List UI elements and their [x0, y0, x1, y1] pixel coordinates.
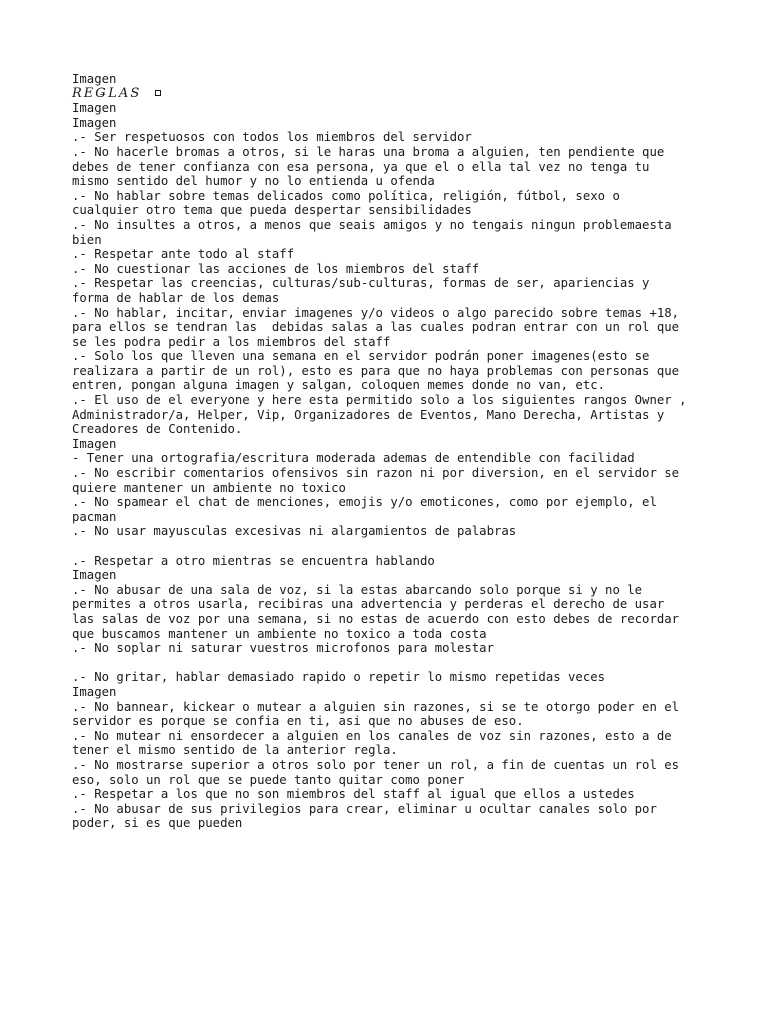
rule-text-line: realizara a partir de un rol), esto es para que no haya problemas con personas que: [72, 363, 680, 378]
image-placeholder-label: Imagen: [72, 436, 117, 451]
document-page: [72, 72, 698, 831]
rule-text-line: pacman: [72, 509, 117, 524]
rules-body: [72, 130, 698, 831]
rule-text-line: bien: [72, 232, 102, 247]
rule-text-line: mismo sentido del humor y no lo entienda u ofenda: [72, 174, 435, 189]
document-title-line: [72, 87, 698, 102]
rule-text-line: .- No gritar, hablar demasiado rapido o repetir lo mismo repetidas veces: [72, 670, 606, 685]
rule-text-line: .- No escribir comentarios ofensivos sin razon ni por diversion, en el servidor se: [72, 466, 680, 481]
rule-text-line: .- No abusar de una sala de voz, si la estas abarcando solo porque si y no le: [72, 582, 643, 597]
blank-line: [72, 539, 698, 554]
rule-text-line: .- No soplar ni saturar vuestros microfonos para molestar: [72, 641, 494, 656]
rule-text-line: tener el mismo sentido de la anterior regla.: [72, 743, 398, 758]
rule-text-line: .- No insultes a otros, a menos que seais amigos y no tengais ningun problemaesta: [72, 217, 672, 232]
rule-text-line: quiere mantener un ambiente no toxico: [72, 480, 346, 495]
rule-text-line: entren, pongan alguna imagen y salgan, coloquen memes donde no van, etc.: [72, 378, 606, 393]
rule-text-line: .- Ser respetuosos con todos los miembros del servidor: [72, 130, 472, 145]
rule-text-line: .- No mostrarse superior a otros solo por tener un rol, a fin de cuentas un rol es: [72, 757, 680, 772]
rule-text-line: .- No usar mayusculas excesivas ni alargamientos de palabras: [72, 524, 517, 539]
image-placeholder-label: Imagen: [72, 101, 117, 116]
rule-text-line: .- El uso de el everyone y here esta permitido solo a los siguientes rangos Owner ,: [72, 393, 687, 408]
rule-text-line: .- No spamear el chat de menciones, emojis y/o emoticones, como por ejemplo, el: [72, 495, 657, 510]
rule-text-line: servidor es porque se confia en ti, asi que no abuses de eso.: [72, 714, 524, 729]
rule-text-line: .- Respetar a los que no son miembros del staff al igual que ellos a ustedes: [72, 787, 635, 802]
rule-text-line: se les podra pedir a los miembros del staff: [72, 334, 391, 349]
rule-text-line: para ellos se tendran las debidas salas a las cuales podran entrar con un rol que: [72, 320, 680, 335]
rule-text-line: .- No hacerle bromas a otros, si le haras una broma a alguien, ten pendiente que: [72, 144, 665, 159]
image-placeholder-label: Imagen: [72, 684, 117, 699]
rule-text-line: permites a otros usarla, recibiras una advertencia y perderas el derecho de usar: [72, 597, 665, 612]
rule-text-line: .- Solo los que lleven una semana en el servidor podrán poner imagenes(esto se: [72, 349, 650, 364]
rule-text-line: eso, solo un rol que se puede tanto quitar como poner: [72, 772, 465, 787]
rule-text-line: Administrador/a, Helper, Vip, Organizadores de Eventos, Mano Derecha, Artistas y: [72, 407, 665, 422]
image-placeholder-label: Imagen: [72, 115, 117, 130]
rule-text-line: cualquier otro tema que pueda despertar sensibilidades: [72, 203, 472, 218]
image-placeholder-label: Imagen: [72, 72, 117, 86]
rule-text-line: .- No cuestionar las acciones de los miembros del staff: [72, 261, 480, 276]
rule-text-line: .- No hablar, incitar, enviar imagenes y/o videos o algo parecido sobre temas +18,: [72, 305, 680, 320]
rule-text-line: debes de tener confianza con esa persona, ya que el o ella tal vez no tenga tu: [72, 159, 650, 174]
rule-text-line: .- Respetar ante todo al staff: [72, 247, 295, 262]
rule-text-line: .- No hablar sobre temas delicados como política, religión, fútbol, sexo o: [72, 188, 620, 203]
square-icon: [155, 90, 161, 96]
rule-text-line: .- No mutear ni ensordecer a alguien en los canales de voz sin razones, esto a de: [72, 728, 672, 743]
blank-line: [72, 656, 698, 671]
rule-text-line: Creadores de Contenido.: [72, 422, 243, 437]
rule-text-line: .- No abusar de sus privilegios para crear, eliminar u ocultar canales solo por: [72, 801, 657, 816]
rule-text-line: .- Respetar las creencias, culturas/sub-culturas, formas de ser, apariencias y: [72, 276, 650, 291]
rule-text-line: las salas de voz por una semana, si no estas de acuerdo con esto debes de recordar: [72, 611, 680, 626]
rule-text-line: .- Respetar a otro mientras se encuentra hablando: [72, 553, 435, 568]
rule-text-line: forma de hablar de los demas: [72, 290, 280, 305]
rule-text-line: que buscamos mantener un ambiente no toxico a toda costa: [72, 626, 487, 641]
document-title: REǤLAS: [72, 85, 142, 101]
image-placeholder-label: Imagen: [72, 568, 117, 583]
rule-text-line: .- No bannear, kickear o mutear a alguien sin razones, si se te otorgo poder en el: [72, 699, 680, 714]
rule-text-line: - Tener una ortografia/escritura moderada ademas de entendible con facilidad: [72, 451, 635, 466]
rule-text-line: poder, si es que pueden: [72, 816, 243, 831]
